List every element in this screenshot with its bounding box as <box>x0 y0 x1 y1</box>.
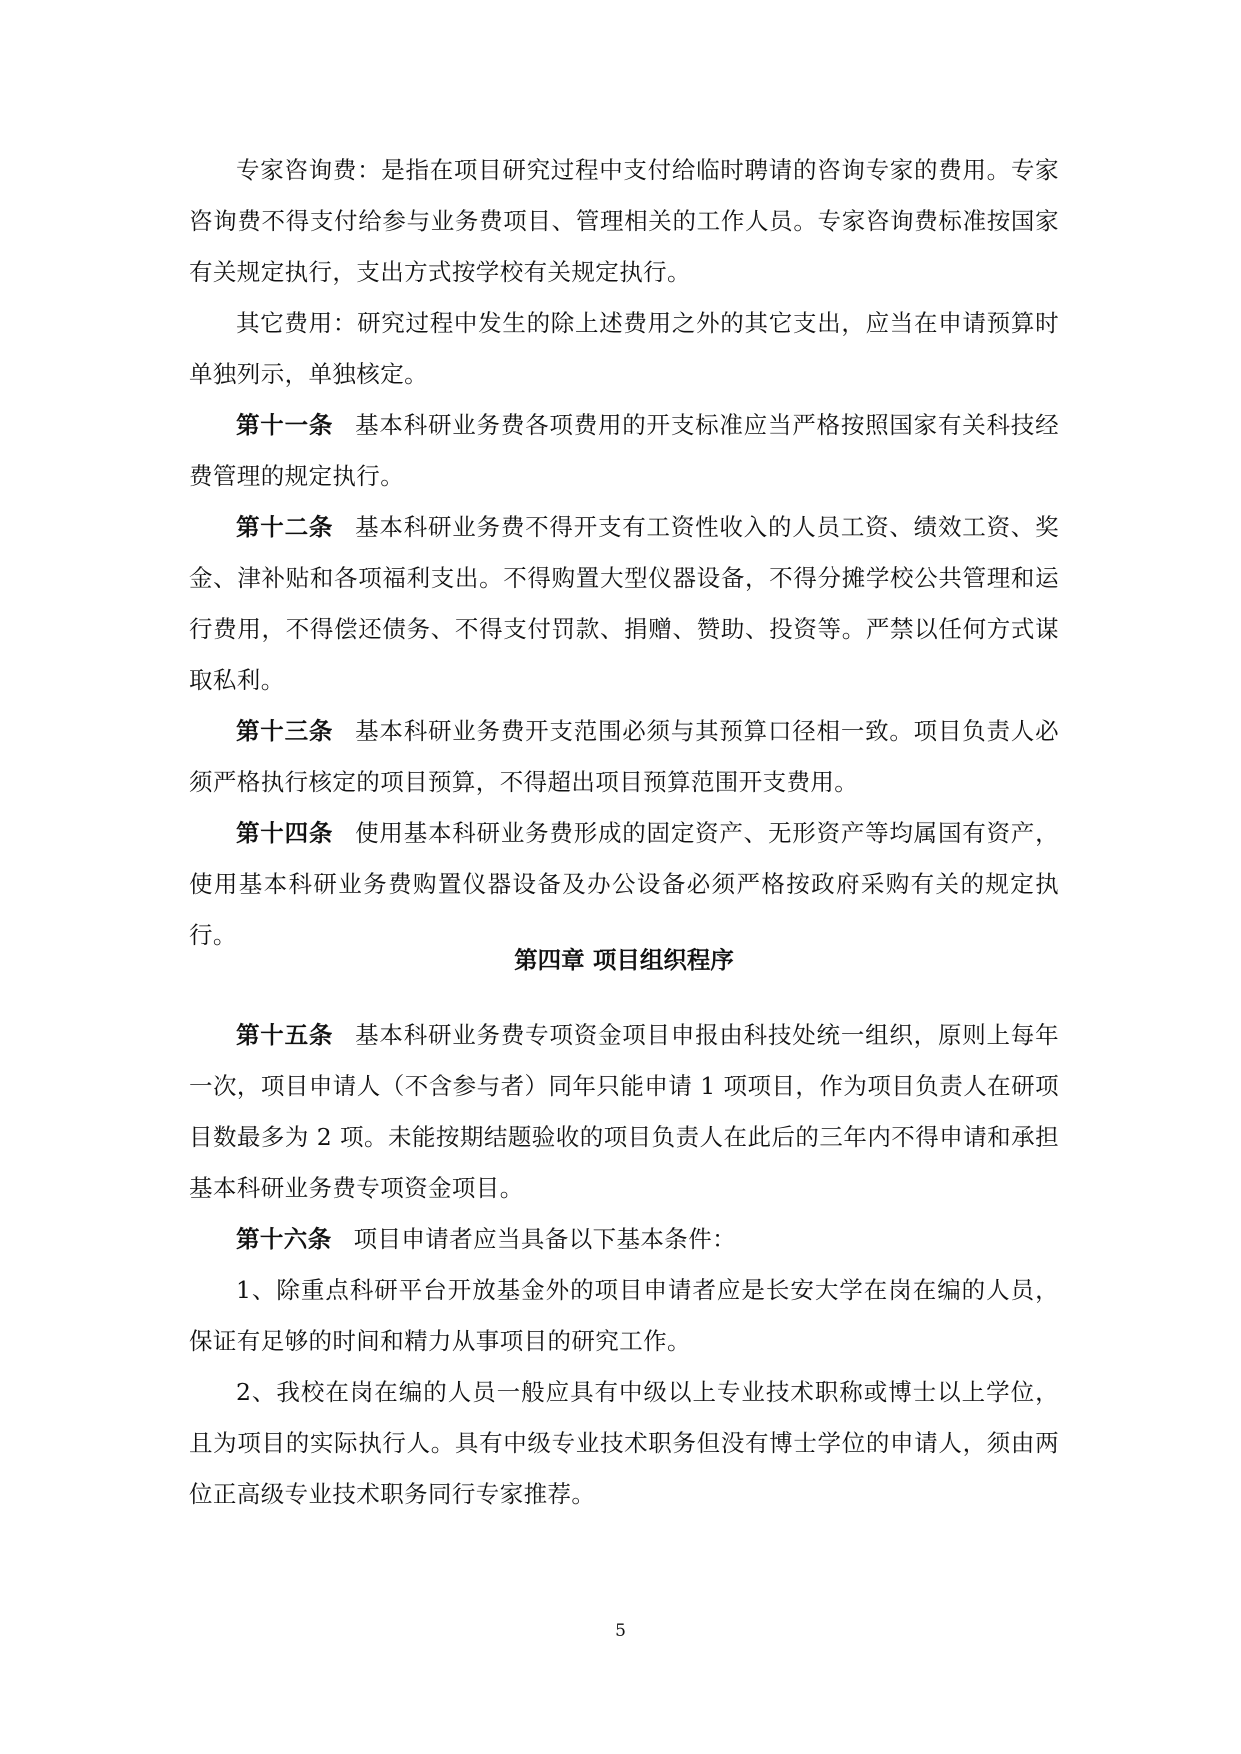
article-label: 第十三条 <box>236 717 334 745</box>
article-12 <box>189 502 1059 706</box>
article-label: 第十二条 <box>236 513 334 541</box>
article-11 <box>189 400 1059 502</box>
paragraph-text: 专家咨询费：是指在项目研究过程中支付给临时聘请的咨询专家的费用。专家咨询费不得支付给参与业务费项目、管理相关的工作人员。专家咨询费标准按国家有关规定执行，支出方式按学校有关规定执行。 <box>189 156 1059 286</box>
paragraph-text: 1、除重点科研平台开放基金外的项目申请者应是长安大学在岗在编的人员，保证有足够的时间和精力从事项目的研究工作。 <box>189 1276 1059 1355</box>
paragraph-text: 项目申请者应当具备以下基本条件： <box>353 1225 737 1253</box>
paragraph-expert-fee <box>189 145 1059 298</box>
paragraph-other-fee <box>189 298 1059 400</box>
article-label: 第十六条 <box>236 1225 332 1253</box>
article-label: 第十五条 <box>236 1021 334 1049</box>
article-13 <box>189 706 1059 808</box>
article-label: 第十四条 <box>236 819 334 847</box>
chapter-title: 第四章 项目组织程序 <box>514 946 734 974</box>
page-number: 5 <box>615 1621 626 1641</box>
condition-2 <box>189 1367 1059 1520</box>
paragraph-text: 基本科研业务费专项资金项目申报由科技处统一组织，原则上每年一次，项目申请人（不含参与者）同年只能申请 1 项项目，作为项目负责人在研项目数最多为 2 项。未能按期结题验收的项目负责人在此后的三年内不得申请和承担基本科研业务费专项资金项目。 <box>189 1021 1059 1202</box>
paragraph-text: 使用基本科研业务费形成的固定资产、无形资产等均属国有资产，使用基本科研业务费购置仪器设备及办公设备必须严格按政府采购有关的规定执行。 <box>189 819 1059 949</box>
condition-1 <box>189 1265 1059 1367</box>
article-15 <box>189 1010 1059 1214</box>
article-label: 第十一条 <box>236 411 334 439</box>
paragraph-text: 基本科研业务费不得开支有工资性收入的人员工资、绩效工资、奖金、津补贴和各项福利支出。不得购置大型仪器设备，不得分摊学校公共管理和运行费用，不得偿还债务、不得支付罚款、捐赠、赞助、投资等。严禁以任何方式谋取私利。 <box>189 513 1059 694</box>
article-16 <box>189 1214 1059 1265</box>
paragraph-text: 基本科研业务费开支范围必须与其预算口径相一致。项目负责人必须严格执行核定的项目预算，不得超出项目预算范围开支费用。 <box>189 717 1059 796</box>
paragraph-text: 其它费用：研究过程中发生的除上述费用之外的其它支出，应当在申请预算时单独列示，单独核定。 <box>189 309 1059 388</box>
paragraph-text: 基本科研业务费各项费用的开支标准应当严格按照国家有关科技经费管理的规定执行。 <box>189 411 1059 490</box>
paragraph-text: 2、我校在岗在编的人员一般应具有中级以上专业技术职称或博士以上学位，且为项目的实际执行人。具有中级专业技术职务但没有博士学位的申请人，须由两位正高级专业技术职务同行专家推荐。 <box>189 1378 1059 1508</box>
